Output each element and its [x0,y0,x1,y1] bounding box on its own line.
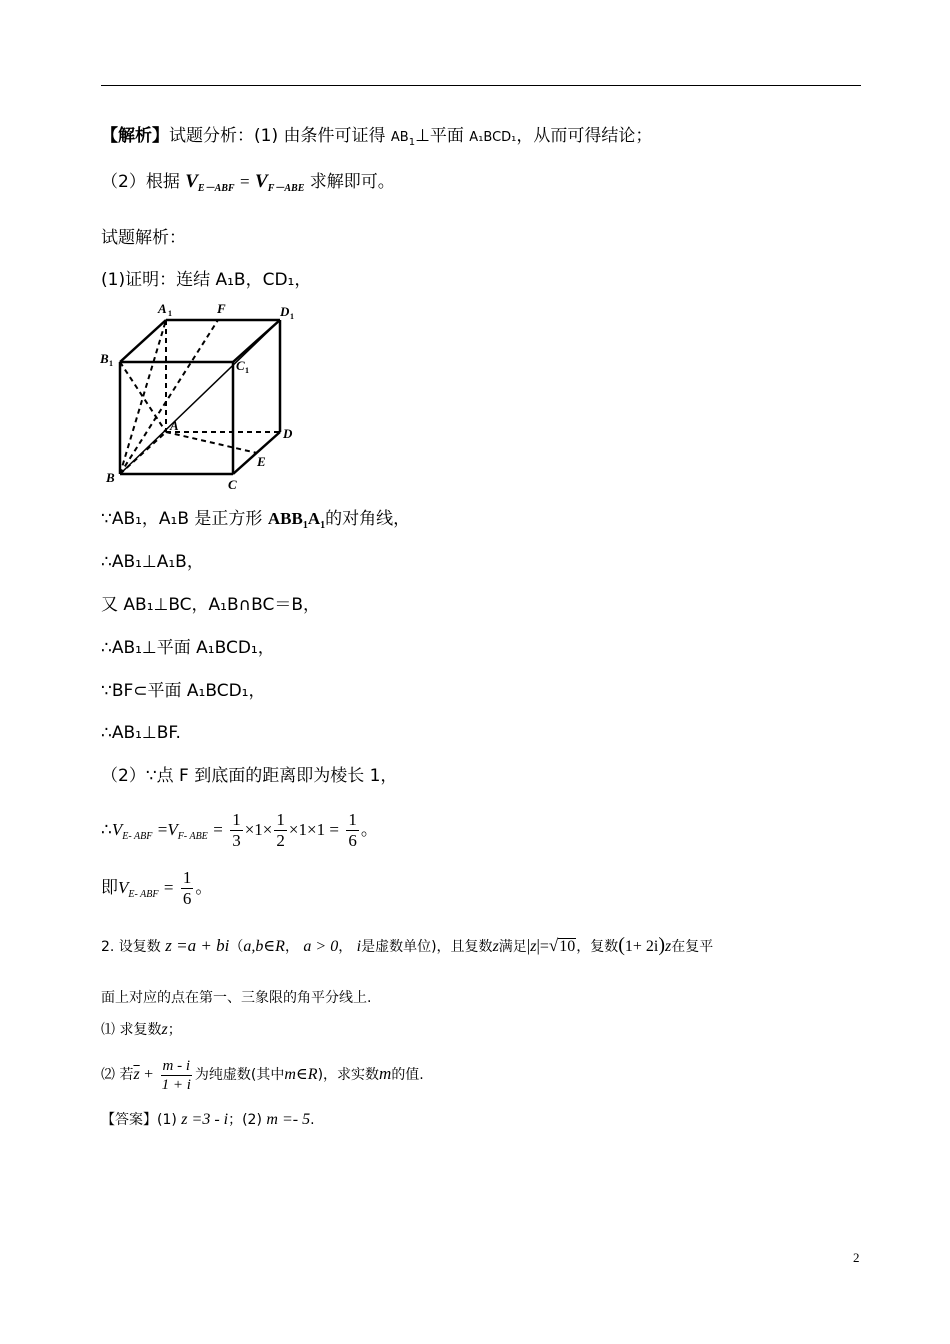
page-number: 2 [853,1250,860,1265]
step-6: ∴AB₁⊥BF. [101,723,181,743]
svg-text:1: 1 [168,309,172,318]
analysis-label: 【解析】 [101,126,169,146]
label-A: A [170,418,179,433]
step-9-equation: 即$V_{E- ABF}$ = $\frac{1}{6}$ 。 [101,867,213,908]
step-4: ∴AB₁⊥平面 A₁BCD₁， [101,638,275,658]
step-7: （2）∵点 F 到底面的距离即为棱长 1， [101,766,398,786]
problem2-q1: ⑴ 求复数z； [101,1021,182,1038]
step-8-equation: $\therefore V_{E- ABF} =V_{F- ABE}$ = $\frac{1}{3}$ ×1× $\frac{1}{2}$ ×1×1 = $\frac{1}{6}$ 。 [101,809,378,850]
step-5: ∵BF⊂平面 A₁BCD₁， [101,681,266,701]
label-D1: D [280,304,290,319]
problem2-answer: 【答案】(1) z =3 - i；(2) m =- 5. [101,1111,315,1128]
fraction-1-2: $\frac{1}{2}$ [276,809,285,850]
proof-intro: (1)证明：连结 A₁B，CD₁， [101,270,312,290]
svg-text:1: 1 [245,366,249,375]
step-1: ∵AB₁，A₁B 是正方形 $ABB_1A_1$的对角线， [101,509,411,531]
label-A1: A [158,301,167,316]
label-B1: B [100,351,109,366]
answer-label: 【答案】 [101,1112,157,1128]
problem2-line-2: 面上对应的点在第一、三象限的角平分线上. [101,990,372,1006]
label-D: D [283,426,293,441]
step-3: 又 AB₁⊥BC，A₁B∩BC＝B， [101,595,320,615]
fraction-1-6: $\frac{1}{6}$ [348,809,357,850]
label-B: B [106,470,115,485]
analysis-line-2: （2）根据 $V_{E-ABF} = V_{F-ABE}$ 求解即可。 [101,171,395,194]
svg-text:1: 1 [290,312,294,321]
header-rule [101,85,861,86]
fraction-1-3: $\frac{1}{3}$ [232,809,241,850]
solution-heading: 试题解析： [101,228,186,248]
label-C1: C [236,358,245,373]
analysis-line-1: 【解析】试题分析：(1) 由条件可证得 $AB_1\perp$平面 A₁BCD₁，从而可得结论； [101,126,653,148]
fraction-1-6-b: $\frac{1}{6}$ [182,867,192,908]
svg-text:1: 1 [109,359,113,368]
label-C: C [228,477,237,492]
problem2-line-1: 2. 设复数 z =a + bi（a,b∈R， a > 0， i是虚数单位)，且复数z满足|z|=√10，复数(1+ 2i)z在复平 [101,934,714,956]
step-2: ∴AB₁⊥A₁B， [101,552,204,572]
fraction-m-i: $\frac{m - i}{1 + i}$ [161,1057,191,1093]
cube-figure [100,298,330,494]
label-F: F [217,301,226,316]
label-E: E [257,454,266,469]
problem2-q2: ⑵ 若$\overline{z}$ + $\frac{m - i}{1 + i}$ 为纯虚数(其中m∈R)，求实数m的值. [101,1057,424,1093]
